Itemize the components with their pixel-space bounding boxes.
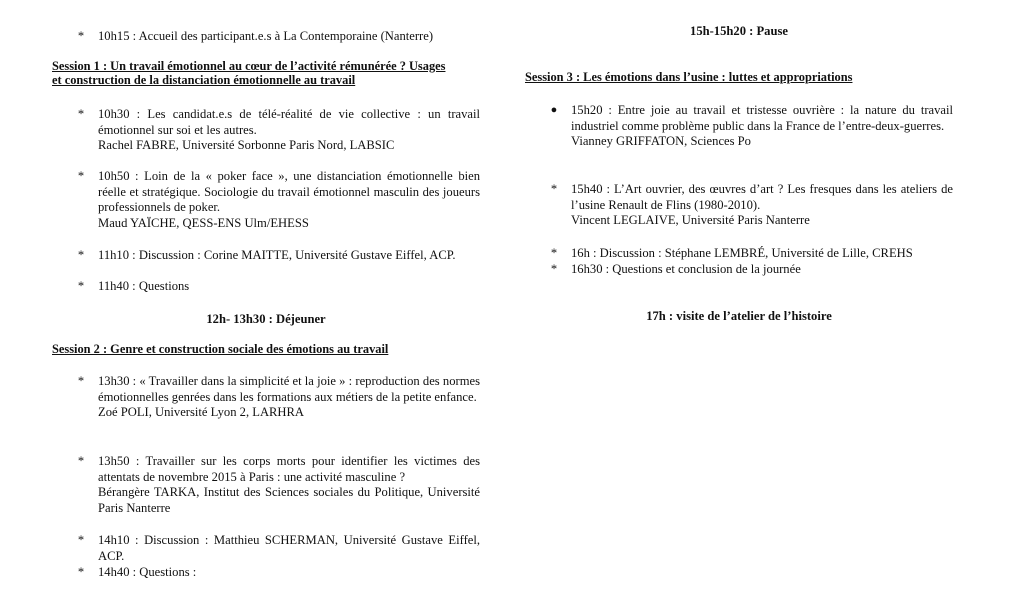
item-speaker: Zoé POLI, Université Lyon 2, LARHRA bbox=[98, 405, 305, 420]
item-text: 13h30 : « Travailler dans la simplicité et la joie » : reproduction des normes émotionnelles genrées dans les formations aux métiers de la petite enfance. bbox=[98, 374, 480, 404]
session-1-heading bbox=[52, 60, 480, 87]
item-text: 15h40 : L’Art ouvrier, des œuvres d’art ? Les fresques dans les ateliers de l’usine Renault de Flins (1980-2010). bbox=[571, 182, 953, 212]
bullet-star-icon: * bbox=[77, 29, 85, 43]
agenda-item bbox=[52, 107, 480, 154]
item-text: 11h40 : Questions bbox=[98, 279, 190, 293]
item-text: 14h40 : Questions : bbox=[98, 565, 197, 579]
session-1-title-line-2: et construction de la distanciation émotionnelle au travail bbox=[52, 72, 356, 87]
bullet-star-icon: * bbox=[550, 246, 558, 260]
agenda-item bbox=[52, 454, 480, 516]
agenda-item bbox=[52, 565, 480, 581]
agenda-item bbox=[52, 169, 480, 231]
agenda-item bbox=[525, 246, 953, 262]
bullet-dot-icon: ● bbox=[550, 104, 558, 116]
agenda-item bbox=[52, 374, 480, 421]
agenda-item bbox=[525, 103, 953, 150]
agenda-item bbox=[52, 248, 480, 264]
item-speaker: Rachel FABRE, Université Sorbonne Paris Nord, LABSIC bbox=[98, 138, 395, 153]
item-text: 11h10 : Discussion : Corine MAITTE, Université Gustave Eiffel, ACP. bbox=[98, 248, 456, 262]
item-text: 10h50 : Loin de la « poker face », une distanciation émotionnelle bien réelle et stratégique. Sociologie du travail émotionnel masculin des joueurs professionnels de poker. bbox=[98, 169, 480, 215]
bullet-star-icon: * bbox=[550, 262, 558, 276]
item-text: 14h10 : Discussion : Matthieu SCHERMAN, Université Gustave Eiffel, ACP. bbox=[98, 533, 480, 563]
session-1-title-line-1: Session 1 : Un travail émotionnel au cœur de l’activité rémunérée ? Usages bbox=[52, 59, 446, 73]
item-speaker: Maud YAÏCHE, QESS-ENS Ulm/EHESS bbox=[98, 215, 309, 230]
item-text: 15h20 : Entre joie au travail et tristesse ouvrière : la nature du travail industriel comme problème public dans la France de l’entre-deux-guerres. bbox=[571, 103, 953, 133]
session-2-heading: Session 2 : Genre et construction sociale des émotions au travail bbox=[52, 342, 389, 356]
pause-break: 15h-15h20 : Pause bbox=[690, 24, 788, 38]
item-text: 10h30 : Les candidat.e.s de télé-réalité de vie collective : un travail émotionnel sur soi et les autres. bbox=[98, 107, 480, 137]
bullet-star-icon: * bbox=[77, 279, 85, 293]
session-3-heading: Session 3 : Les émotions dans l’usine : luttes et appropriations bbox=[525, 70, 853, 84]
item-speaker: Bérangère TARKA, Institut des Sciences sociales du Politique, Université Paris Nanterre bbox=[98, 485, 480, 515]
bullet-star-icon: * bbox=[77, 248, 85, 262]
bullet-star-icon: * bbox=[77, 107, 85, 121]
item-speaker: Vianney GRIFFATON, Sciences Po bbox=[571, 134, 751, 149]
agenda-item bbox=[52, 533, 480, 564]
workshop-visit: 17h : visite de l’atelier de l’histoire bbox=[646, 309, 832, 323]
item-text: 13h50 : Travailler sur les corps morts pour identifier les victimes des attentats de novembre 2015 à Paris : une activité masculine ? bbox=[98, 454, 480, 484]
item-text: 16h : Discussion : Stéphane LEMBRÉ, Université de Lille, CREHS bbox=[571, 246, 913, 260]
item-speaker: Vincent LEGLAIVE, Université Paris Nanterre bbox=[571, 213, 810, 228]
bullet-star-icon: * bbox=[77, 374, 85, 388]
agenda-item bbox=[525, 182, 953, 229]
bullet-star-icon: * bbox=[77, 454, 85, 468]
agenda-item bbox=[525, 262, 953, 278]
bullet-star-icon: * bbox=[77, 565, 85, 579]
agenda-item-welcome bbox=[52, 29, 480, 45]
bullet-star-icon: * bbox=[550, 182, 558, 196]
lunch-break: 12h- 13h30 : Déjeuner bbox=[206, 312, 326, 326]
bullet-star-icon: * bbox=[77, 533, 85, 547]
item-text: 10h15 : Accueil des participant.e.s à La Contemporaine (Nanterre) bbox=[98, 29, 434, 43]
bullet-star-icon: * bbox=[77, 169, 85, 183]
item-text: 16h30 : Questions et conclusion de la journée bbox=[571, 262, 801, 276]
agenda-item bbox=[52, 279, 480, 295]
